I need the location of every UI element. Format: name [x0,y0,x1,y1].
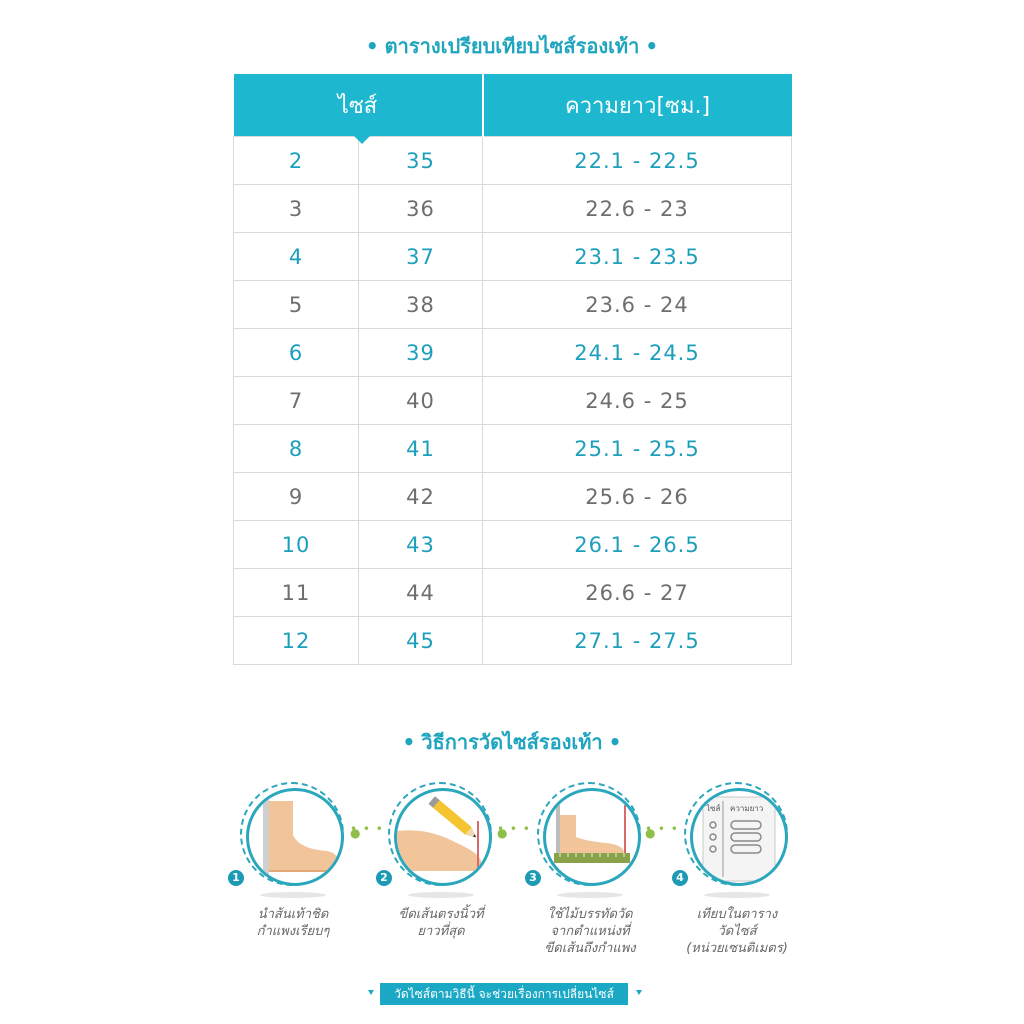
table-row [234,521,792,569]
table-header-row [234,74,792,137]
cell-eu: 40 [359,377,483,425]
cell-eu: 41 [359,425,483,473]
cell-length: 23.1 - 23.5 [483,233,792,281]
cell-uk: 9 [234,473,359,521]
title-dot-right: • [608,730,622,754]
table-row [234,617,792,665]
size-chart-title-text: ตารางเปรียบเทียบไซส์รองเท้า [384,34,640,58]
step-connector: • • • ● [350,822,384,840]
table-row [234,473,792,521]
cell-uk: 8 [234,425,359,473]
cell-eu: 45 [359,617,483,665]
size-chart-icon [690,788,788,886]
table-row [234,329,792,377]
title-dot-left: • [365,34,379,58]
cell-uk: 2 [234,137,359,185]
mini-length-label: ความยาว [730,804,764,813]
header-size: ไซส์ [234,74,483,137]
table-row [234,185,792,233]
cell-eu: 35 [359,137,483,185]
cell-uk: 3 [234,185,359,233]
cell-uk: 7 [234,377,359,425]
cell-eu: 38 [359,281,483,329]
cell-uk: 11 [234,569,359,617]
table-row [234,233,792,281]
cell-length: 23.6 - 24 [483,281,792,329]
cell-eu: 42 [359,473,483,521]
pencil-mark-toe-icon [394,788,492,886]
measure-steps [0,770,1024,970]
step-number: 4 [672,870,688,886]
cell-uk: 12 [234,617,359,665]
howto-title-text: วิธีการวัดไซส์รองเท้า [421,730,603,754]
mini-size-label: ไซส์ [706,804,721,813]
step-caption: นำส้นเท้าชิด กำแพงเรียบๆ [256,907,330,939]
table-row [234,569,792,617]
cell-length: 24.1 - 24.5 [483,329,792,377]
cell-eu: 37 [359,233,483,281]
chevron-down-icon [636,990,642,995]
step-caption: เทียบในตาราง วัดไซส์ (หน่วยเซนติเมตร) [686,907,788,956]
title-dot-left: • [402,730,416,754]
table-row [234,425,792,473]
size-comparison-table [233,74,792,665]
cell-uk: 10 [234,521,359,569]
tip-banner: วัดไซส์ตามวิธีนี้ จะช่วยเรื่องการเปลี่ยนไซส์ [380,983,628,1005]
cell-length: 25.6 - 26 [483,473,792,521]
table-row [234,377,792,425]
cell-length: 25.1 - 25.5 [483,425,792,473]
step-number: 1 [228,870,244,886]
cell-length: 27.1 - 27.5 [483,617,792,665]
step-caption: ขีดเส้นตรงนิ้วที่ ยาวที่สุด [398,907,484,939]
heel-against-wall-icon [246,788,344,886]
table-row [234,281,792,329]
cell-length: 26.6 - 27 [483,569,792,617]
cell-uk: 4 [234,233,359,281]
header-length: ความยาว[ซม.] [483,74,792,137]
table-row [234,137,792,185]
size-chart-title [0,30,1024,62]
cell-length: 22.6 - 23 [483,185,792,233]
cell-uk: 6 [234,329,359,377]
cell-length: 24.6 - 25 [483,377,792,425]
cell-eu: 39 [359,329,483,377]
cell-uk: 5 [234,281,359,329]
cell-eu: 36 [359,185,483,233]
step-number: 2 [376,870,392,886]
cell-length: 26.1 - 26.5 [483,521,792,569]
step-connector: • • • ● [497,822,531,840]
chevron-down-icon [368,990,374,995]
step-caption: ใช้ไม้บรรทัดวัด จากตำแหน่งที่ ขีดเส้นถึงกำแพง [544,907,636,956]
cell-eu: 43 [359,521,483,569]
ruler-measure-icon [543,788,641,886]
cell-length: 22.1 - 22.5 [483,137,792,185]
cell-eu: 44 [359,569,483,617]
title-dot-right: • [645,34,659,58]
step-number: 3 [525,870,541,886]
howto-title [0,726,1024,758]
step-connector: • • • ● [645,822,679,840]
